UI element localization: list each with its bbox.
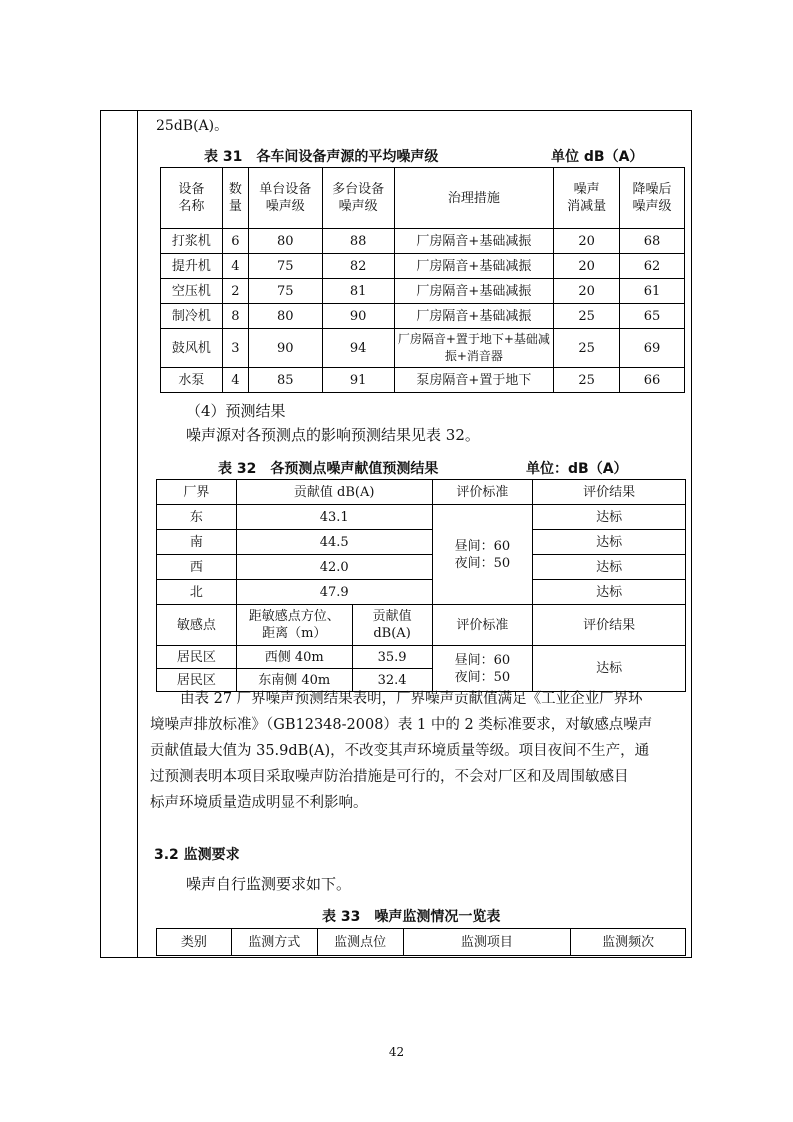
table31-cell: 68 (620, 229, 685, 254)
table32-header-cell: 贡献值 dB(A) (352, 605, 432, 646)
table32-cell: 居民区 (157, 646, 237, 669)
table33-caption: 表 33 噪声监测情况一览表 (322, 909, 501, 925)
table31-cell: 打浆机 (161, 229, 223, 254)
table31-unit: 单位 dB（A） (551, 149, 644, 165)
table32-cell: 北 (157, 580, 237, 605)
left-column-divider (137, 110, 138, 958)
table31-cell: 25 (554, 368, 620, 393)
table32-boundary-row (157, 580, 686, 605)
table32-boundary-row (157, 530, 686, 555)
table31-cell: 90 (248, 329, 322, 368)
table31-cell: 2 (222, 279, 248, 304)
table32-boundary-row (157, 505, 686, 530)
table32-cell: 达标 (533, 555, 686, 580)
table31-cell: 空压机 (161, 279, 223, 304)
table32-cell: 西 (157, 555, 237, 580)
table33-header-cell: 监测频次 (571, 929, 686, 956)
table31-cell: 85 (248, 368, 322, 393)
table31-cell: 厂房隔音+基础减振 (394, 229, 554, 254)
table32-cell: 达标 (533, 505, 686, 530)
table31-header-cell: 多台设备 噪声级 (322, 168, 394, 229)
table32-standard-cell: 昼间：60 夜间：50 (432, 646, 533, 692)
intro-tail: 25dB(A)。 (156, 118, 229, 134)
table31-cell: 80 (248, 304, 322, 329)
paragraph-line: 标声环境质量造成明显不利影响。 (150, 795, 368, 811)
table31-row (161, 229, 685, 254)
table33 (156, 928, 686, 956)
table31-header-row (161, 168, 685, 229)
table32-header-cell: 距敏感点方位、 距离（m） (236, 605, 352, 646)
table31-cell: 75 (248, 254, 322, 279)
table32-cell: 东 (157, 505, 237, 530)
table32-header-row (157, 605, 686, 646)
table33-header-cell: 监测方式 (231, 929, 317, 956)
table32-cell: 35.9 (352, 646, 432, 669)
table32-cell: 西侧 40m (236, 646, 352, 669)
table32-header-cell: 评价结果 (533, 605, 686, 646)
table31-cell: 25 (554, 329, 620, 368)
table31-cell: 鼓风机 (161, 329, 223, 368)
table31-cell: 82 (322, 254, 394, 279)
table32-sensitive-row (157, 646, 686, 669)
table31-cell: 65 (620, 304, 685, 329)
table32-header-cell: 评价标准 (432, 480, 533, 505)
table31-cell: 提升机 (161, 254, 223, 279)
table31-header-cell: 设备 名称 (161, 168, 223, 229)
table32-cell: 达标 (533, 580, 686, 605)
table31-cell: 6 (222, 229, 248, 254)
table31-cell: 4 (222, 368, 248, 393)
table31-cell: 20 (554, 229, 620, 254)
table31-caption: 表 31 各车间设备声源的平均噪声级 (204, 149, 439, 165)
table31-cell: 69 (620, 329, 685, 368)
table33-header-cell: 监测项目 (403, 929, 571, 956)
table32-cell: 南 (157, 530, 237, 555)
table32-header-cell: 敏感点 (157, 605, 237, 646)
paragraph-line: 过预测表明本项目采取噪声防治措施是可行的，不会对厂区和及周围敏感目 (150, 769, 629, 785)
table31-cell: 4 (222, 254, 248, 279)
table32-cell: 东南侧 40m (236, 669, 352, 692)
table31-cell: 66 (620, 368, 685, 393)
table31-cell: 20 (554, 279, 620, 304)
table32-cell: 42.0 (236, 555, 432, 580)
table31-cell: 94 (322, 329, 394, 368)
table31-row (161, 304, 685, 329)
table31-header-cell: 单台设备 噪声级 (248, 168, 322, 229)
table32-header-cell: 贡献值 dB(A) (236, 480, 432, 505)
table31 (160, 167, 685, 393)
table32-header-row (157, 480, 686, 505)
paragraph-line: 由表 27 厂界噪声预测结果表明，厂界噪声贡献值满足《工业企业厂界环 (180, 691, 643, 707)
table32-cell: 47.9 (236, 580, 432, 605)
table31-cell: 8 (222, 304, 248, 329)
table31-row (161, 329, 685, 368)
table31-cell: 81 (322, 279, 394, 304)
table32-header-cell: 评价标准 (432, 605, 533, 646)
table32-header-cell: 评价结果 (533, 480, 686, 505)
table31-cell: 泵房隔音+置于地下 (394, 368, 554, 393)
table32 (156, 479, 686, 692)
table32-cell: 43.1 (236, 505, 432, 530)
table31-cell: 厂房隔音+基础减振 (394, 304, 554, 329)
table31-header-cell: 数 量 (222, 168, 248, 229)
paragraph-line: 贡献值最大值为 35.9dB(A)，不改变其声环境质量等级。项目夜间不生产，通 (150, 743, 650, 759)
page-number: 42 (388, 1045, 405, 1059)
table31-cell: 80 (248, 229, 322, 254)
table31-cell: 88 (322, 229, 394, 254)
table31-cell: 水泵 (161, 368, 223, 393)
table32-standard-cell: 昼间：60 夜间：50 (432, 505, 533, 605)
table33-header-cell: 类别 (157, 929, 232, 956)
table31-row (161, 279, 685, 304)
table31-cell: 制冷机 (161, 304, 223, 329)
table31-cell: 3 (222, 329, 248, 368)
section32-text: 噪声自行监测要求如下。 (186, 875, 352, 893)
table31-cell: 25 (554, 304, 620, 329)
table31-row (161, 254, 685, 279)
paragraph-line: 境噪声排放标准》（GB12348-2008）表 1 中的 2 类标准要求，对敏感点噪声 (150, 717, 653, 733)
table32-header-cell: 厂界 (157, 480, 237, 505)
table31-row (161, 368, 685, 393)
table31-cell: 61 (620, 279, 685, 304)
conclusion-paragraph (150, 686, 690, 816)
section32-title: 3.2 监测要求 (154, 847, 240, 863)
table33-header-row (157, 929, 686, 956)
table31-cell: 20 (554, 254, 620, 279)
table31-cell: 90 (322, 304, 394, 329)
table31-cell: 62 (620, 254, 685, 279)
table32-cell: 达标 (533, 530, 686, 555)
table31-header-cell: 噪声 消减量 (554, 168, 620, 229)
table33-header-cell: 监测点位 (317, 929, 403, 956)
table31-cell: 厂房隔音+置于地下+基础减振+消音器 (394, 329, 554, 368)
section4-title: （4）预测结果 (186, 402, 286, 420)
table32-result-cell: 达标 (533, 646, 686, 692)
table32-cell: 居民区 (157, 669, 237, 692)
table32-unit: 单位：dB（A） (526, 461, 628, 477)
section4-text: 噪声源对各预测点的影响预测结果见表 32。 (186, 426, 480, 444)
table32-boundary-row (157, 555, 686, 580)
table31-cell: 75 (248, 279, 322, 304)
table31-cell: 厂房隔音+基础减振 (394, 279, 554, 304)
table31-cell: 91 (322, 368, 394, 393)
table31-header-cell: 治理措施 (394, 168, 554, 229)
table32-caption: 表 32 各预测点噪声献值预测结果 (218, 461, 439, 477)
table31-header-cell: 降噪后 噪声级 (620, 168, 685, 229)
table32-cell: 44.5 (236, 530, 432, 555)
table32-cell: 32.4 (352, 669, 432, 692)
table31-cell: 厂房隔音+基础减振 (394, 254, 554, 279)
